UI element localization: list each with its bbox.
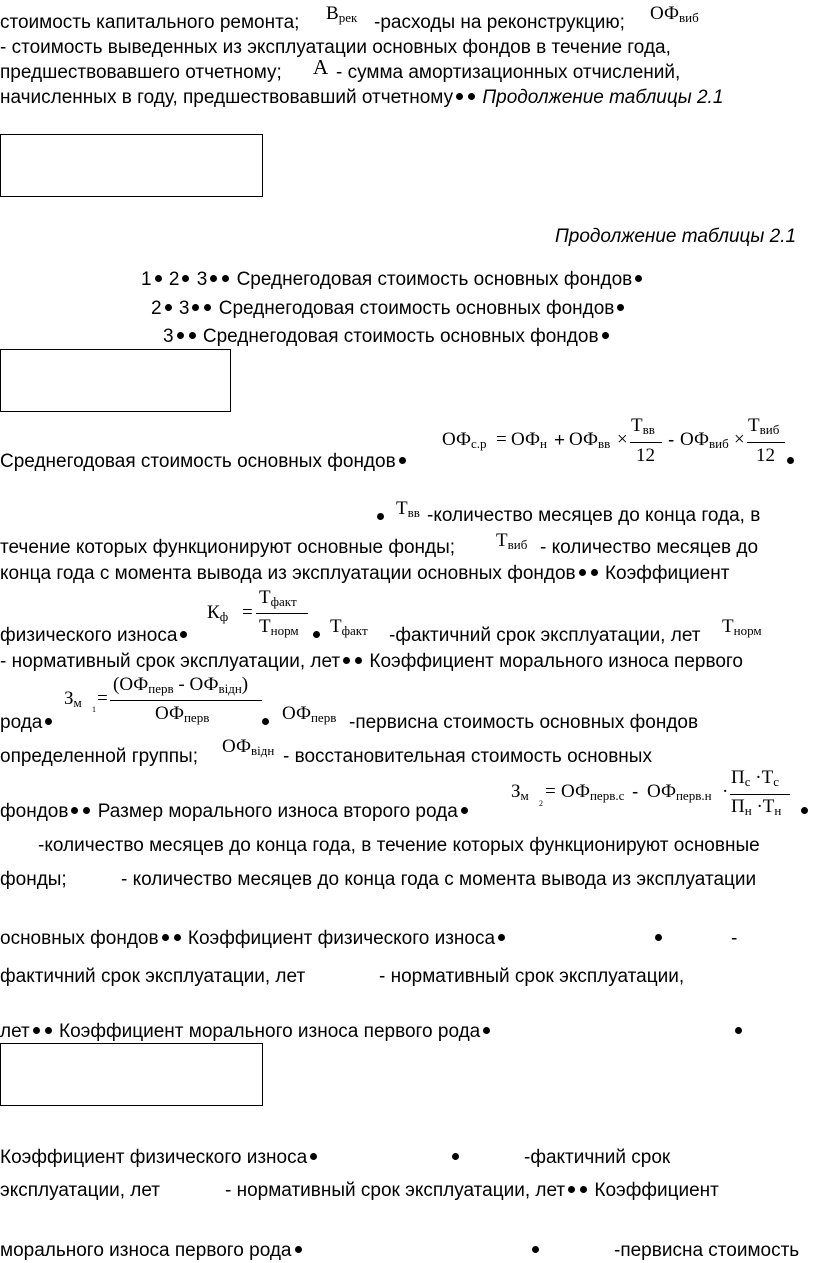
bullet [262, 718, 269, 725]
text-line: рода [0, 712, 54, 734]
bullet [162, 934, 169, 941]
text-line: - восстановительная стоимость основных [283, 746, 652, 767]
text-line: конца года с момента вывода из эксплуатации основных фондов Коэффициент [0, 563, 730, 584]
bullet [468, 93, 475, 100]
text-line: фонды; [0, 869, 67, 890]
bullet [295, 1246, 302, 1253]
text-line: - нормативный срок эксплуатации, [379, 966, 685, 987]
bullet [579, 569, 586, 576]
text-line: 2 3 Среднегодовая стоимость основных фондов [151, 298, 626, 320]
text-line: Среднегодовая стоимость основных фондов [0, 451, 408, 473]
text-line: лет Коэффициент морального износа первого рода [0, 1021, 492, 1043]
bullet [343, 657, 350, 664]
bullet [399, 457, 406, 464]
text-line: -расходы на реконструкцию; [374, 12, 625, 33]
bullet [180, 631, 187, 638]
text-line: течение которых функционируют основные фонды; [0, 537, 456, 558]
bullet [461, 807, 468, 814]
formula-a: А [313, 55, 329, 79]
bullet [532, 1246, 539, 1253]
text-line: - количество месяцев до [540, 537, 759, 558]
bullet [192, 304, 199, 311]
bullet [45, 1027, 52, 1034]
bullet [222, 275, 229, 282]
bullet [45, 718, 52, 725]
bullet [483, 1027, 490, 1034]
text-line: - сумма амортизационных отчислений, [336, 62, 681, 83]
empty-box [0, 1043, 263, 1106]
text-line: начисленных в году, предшествовавший отчетному Продолжение таблицы 2.1 [0, 87, 724, 108]
bullet [165, 304, 172, 311]
bullet [568, 1186, 575, 1193]
bullet [71, 807, 78, 814]
text-line: - [731, 928, 738, 949]
text-line: -количество месяцев до конца года, в [427, 505, 761, 526]
text-line: - количество месяцев до конца года с момента вывода из эксплуатации [121, 869, 757, 890]
text-line: Коэффициент физического износа [0, 1147, 319, 1169]
bullet [182, 275, 189, 282]
bullet [452, 1153, 459, 1160]
text-line: -количество месяцев до конца года, в течение которых функционируют основные [38, 835, 760, 856]
formula-of-vib: $ОФ_{виб}$ [650, 3, 699, 25]
formula-t-vib: $Т_{виб}$ [496, 530, 528, 552]
bullet [210, 275, 217, 282]
text-line: - стоимость выведенных из эксплуатации основных фондов в течение года, [0, 37, 671, 58]
bullet [310, 1153, 317, 1160]
bullet [155, 275, 162, 282]
text-line: -первисна стоимость основных фондов [349, 712, 699, 733]
text-line: фондов Размер морального износа второго рода [0, 801, 470, 823]
bullet [174, 934, 181, 941]
empty-box [0, 134, 263, 197]
bullet [355, 657, 362, 664]
bullet [591, 569, 598, 576]
text-line: -фактичний срок эксплуатации, лет [389, 625, 701, 646]
formula-v-rek: $В_{рек}$ [326, 3, 358, 25]
empty-box [0, 349, 231, 412]
bullet [377, 513, 384, 520]
bullet [177, 332, 184, 339]
text-line: основных фондов Коэффициент физического износа [0, 928, 507, 950]
bullet [735, 1027, 742, 1034]
text-line: морального износа первого рода [0, 1240, 304, 1262]
bullet [602, 332, 609, 339]
table-caption: Продолжение таблицы 2.1 [555, 226, 797, 247]
bullet [204, 304, 211, 311]
bullet [189, 332, 196, 339]
bullet [801, 807, 808, 814]
bullet [617, 304, 624, 311]
bullet [33, 1027, 40, 1034]
text-line: 1 2 3 Среднегодовая стоимость основных фондов [141, 269, 644, 291]
text-line: фактичний срок эксплуатации, лет [0, 966, 306, 987]
text-line: -фактичний срок [524, 1147, 671, 1168]
text-line: - нормативный срок эксплуатации, лет Коэффициент [225, 1180, 719, 1201]
bullet [83, 807, 90, 814]
bullet [313, 631, 320, 638]
text-line: физического износа [0, 625, 189, 647]
text-line: эксплуатации, лет [0, 1180, 160, 1201]
text-line: 3 Среднегодовая стоимость основных фондов [163, 326, 611, 348]
text-line: предшествовавшего отчетному; [0, 62, 282, 83]
bullet [456, 93, 463, 100]
bullet [635, 275, 642, 282]
text-line: стоимость капитального ремонта; [0, 12, 300, 33]
bullet [580, 1186, 587, 1193]
bullet [498, 934, 505, 941]
text-line: определенной группы; [0, 746, 198, 767]
bullet [787, 457, 794, 464]
bullet [655, 934, 662, 941]
text-line: -первисна стоимость [614, 1240, 800, 1261]
text-line: - нормативный срок эксплуатации, лет Коэффициент морального износа первого [0, 651, 743, 672]
